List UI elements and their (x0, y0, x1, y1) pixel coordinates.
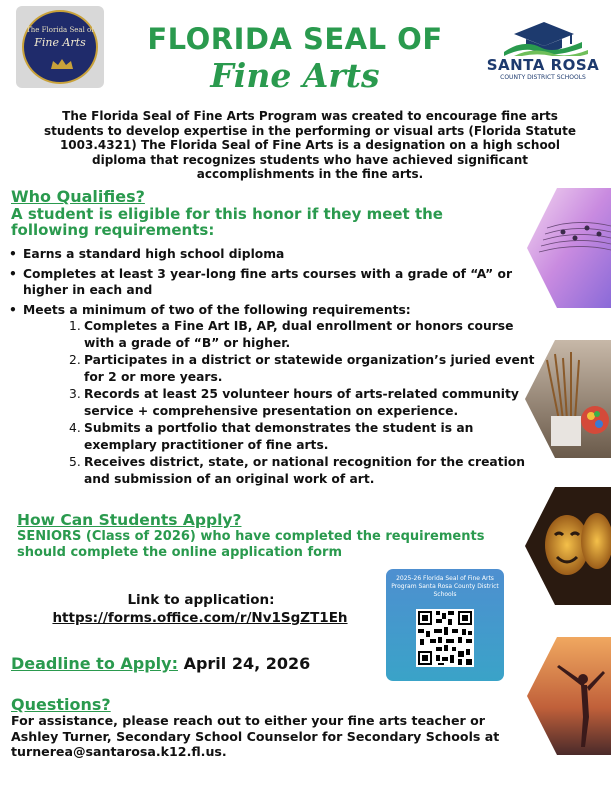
seal-emblem (22, 10, 98, 84)
requirement-number: 2. (69, 353, 81, 367)
page-title-line2: Fine Arts (210, 56, 380, 95)
eligibility-subheading: A student is eligible for this honor if they meet the following requirements: (11, 205, 443, 239)
graduation-cap-icon (484, 12, 602, 56)
requirement-number: 1. (69, 319, 81, 333)
requirement-item (66, 386, 536, 420)
requirement-text: Submits a portfolio that demonstrates the student is an exemplary practitioner of fine arts. (84, 421, 474, 452)
music-sheet-image (527, 188, 611, 308)
requirement-text: Receives district, state, or national recognition for the creation and submission of an original work of art. (84, 455, 526, 486)
requirement-number: 5. (69, 455, 81, 469)
seal-line2: Seal of (69, 26, 94, 34)
list-item: • Earns a standard high school diploma (7, 246, 527, 262)
list-item: • Completes at least 3 year-long fine arts courses with a grade of “A” or higher in each and (7, 266, 527, 298)
deadline (11, 654, 310, 673)
requirement-number: 3. (69, 387, 81, 401)
seal-text-main: Fine Arts (34, 36, 86, 49)
deadline-date: April 24, 2026 (183, 654, 311, 673)
district-subtitle: COUNTY DISTRICT SCHOOLS (500, 74, 586, 81)
who-qualifies-heading: Who Qualifies? (11, 187, 145, 206)
fine-arts-seal-logo (16, 6, 104, 88)
requirement-item (66, 420, 536, 454)
page-title-line1: FLORIDA SEAL OF (147, 22, 443, 56)
santa-rosa-district-logo (484, 12, 602, 92)
paintbrushes-image (525, 340, 611, 458)
how-to-apply-heading: How Can Students Apply? (17, 511, 242, 529)
qr-caption: 2025-26 Florida Seal of Fine Arts Program Santa Rosa County District Schools (391, 575, 499, 598)
qr-code-icon (416, 609, 474, 667)
requirement-text: Participates in a district or statewide organization’s juried event for 2 or more years. (84, 353, 535, 384)
apply-subheading: SENIORS (Class of 2026) who have completed the requirements should complete the online application form (17, 529, 485, 560)
application-link[interactable]: https://forms.office.com/r/Nv1SgZT1Eh (52, 610, 348, 626)
list-item: • Meets a minimum of two of the following requirements: (7, 302, 527, 318)
deadline-label: Deadline to Apply: (11, 654, 178, 673)
theater-masks-image (525, 487, 611, 605)
questions-text: For assistance, please reach out to either your fine arts teacher or Ashley Turner, Secondary School Counselor for Secondary Schools at turnerea@santarosa.k12.fl.us. (11, 713, 500, 759)
requirement-text: Completes a Fine Art IB, AP, dual enrollment or honors course with a grade of “B” or higher. (84, 319, 514, 350)
qualification-bullets (7, 246, 527, 322)
application-link-label: Link to application: (127, 592, 275, 608)
seal-text-top (24, 26, 96, 34)
seal-line1: The Florida (26, 26, 68, 34)
requirement-item (66, 318, 536, 352)
qr-code[interactable] (416, 609, 474, 667)
requirement-item (66, 454, 536, 488)
requirement-number: 4. (69, 421, 81, 435)
district-name: SANTA ROSA (486, 56, 600, 74)
dancer-silhouette-image (527, 637, 611, 755)
requirements-list (66, 318, 536, 488)
questions-heading: Questions? (11, 695, 111, 714)
intro-paragraph: The Florida Seal of Fine Arts Program was created to encourage fine arts students to develop expertise in the performing or visual arts (Florida Statute 1003.4321) The Florida Seal of Fine Arts is a designation on a high school diploma that recognizes students who have achieved significant accomplishments in the fine arts. (44, 109, 576, 181)
requirement-item (66, 352, 536, 386)
crown-icon (50, 58, 74, 70)
qr-code-card[interactable] (386, 569, 504, 681)
requirement-text: Records at least 25 volunteer hours of arts-related community service + comprehensive presentation on experience. (84, 387, 519, 418)
